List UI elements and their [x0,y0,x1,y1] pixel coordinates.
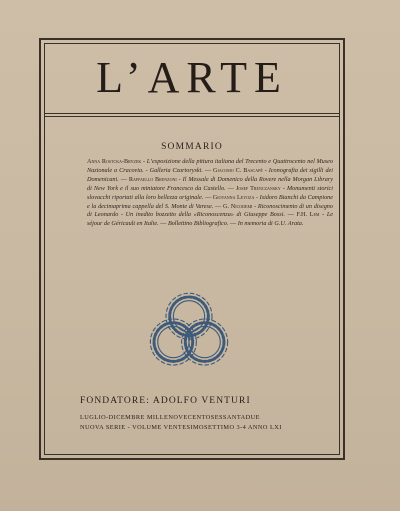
toc-title: - Riconoscimento di un disegno di Leonardo - Un inedito bozzetto della «Riconoscenza» di Giuseppe Bossi. [87,202,333,219]
toc-separator: — [120,175,129,183]
toc-title: - Le séjour de Géricault en Italie. [87,211,334,228]
toc-author: Raffaello Brenzoni [128,175,177,183]
toc-author: Giacomo C. Bascapè [213,166,263,174]
toc-title: Bollettino Bibliografico. [167,220,229,228]
sommario-heading: SOMMARIO [161,142,223,152]
toc-title: - Iconografia dei sigilli dei Domenicani. [87,166,334,183]
laurel-wreath-emblem-icon [143,285,235,377]
toc-author: Giovanna Leyoza [212,193,255,201]
toc-separator: — [160,220,168,228]
inner-border [44,43,340,455]
toc-separator: — [204,166,214,174]
magazine-title: L’ARTE [96,53,288,102]
series-line: NUOVA SERIE - VOLUME VENTESIMOSETTIMO 3-4 ANNO LXI [80,424,282,431]
toc-separator: — [215,202,223,210]
toc-entry [168,220,229,227]
founder-line: FONDATORE: ADOLFO VENTURI [80,396,251,406]
toc-author: F.H. Lem [296,211,320,219]
table-of-contents [87,158,333,229]
title-divider-bottom [44,116,340,117]
title-divider-top [44,113,340,114]
toc-author: Josef Trenczansky [235,184,281,192]
toc-author: Anna Rostcka-Bryzek [87,158,142,165]
toc-separator: — [287,211,297,219]
toc-author: G. Nicodemi [222,202,253,210]
toc-title: In memoria di G.U. Arata. [237,220,304,228]
toc-separator: — [204,193,213,201]
toc-title: - Isidoro Bianchi da Campione e la decimaprima cappella del S. Monte di Varese. [87,193,334,210]
toc-entry [238,220,304,227]
toc-separator: — [229,220,238,228]
toc-title: - Monumenti storici slovacchi riportati alla loro bellezza originale. [87,184,334,201]
toc-separator: — [227,184,236,192]
date-line: LUGLIO-DICEMBRE MILLENOVECENTOSESSANTADUE [80,414,260,421]
toc-title: - Il Messale di Domenico della Rovere nella Morgan Library di New York e il suo miniatore Francesco da Castello. [87,175,334,192]
toc-title: - L’esposizione della pittura italiana del Trecento e Quattrocento nel Museo Nazionale a Cracovia. - Galleria Czartoryski. [87,158,333,174]
